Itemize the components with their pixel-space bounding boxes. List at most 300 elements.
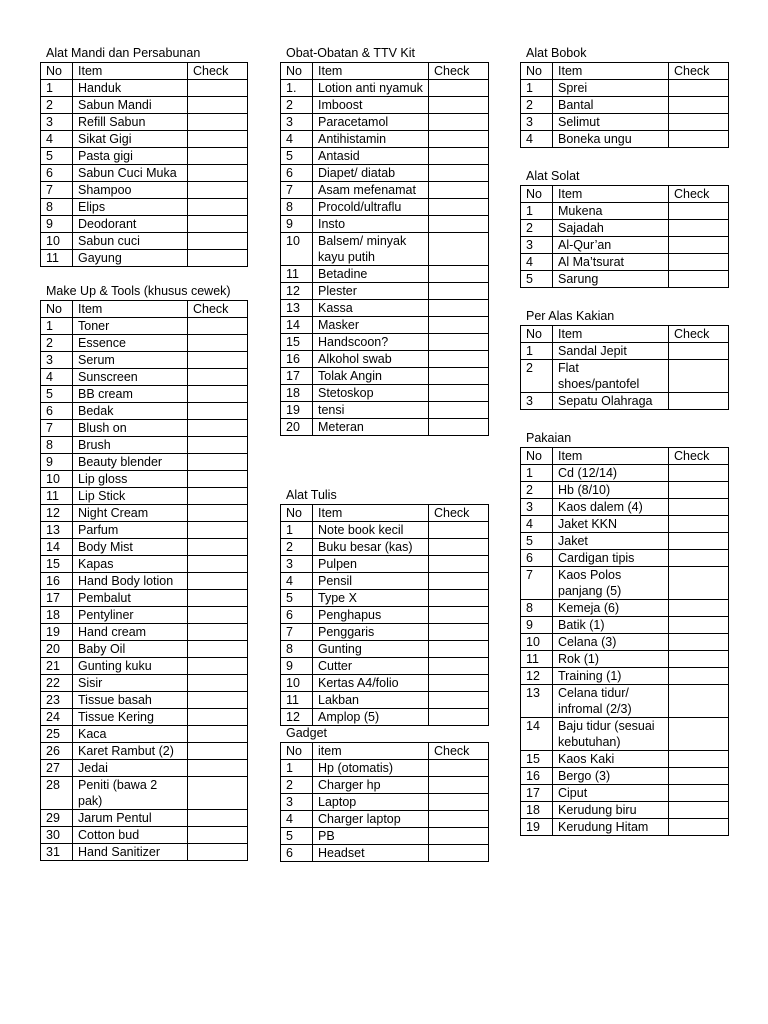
table-row [41, 590, 248, 607]
check-cell[interactable] [669, 634, 729, 651]
table-row [521, 360, 729, 393]
check-cell[interactable] [429, 165, 489, 182]
check-cell[interactable] [188, 658, 248, 675]
check-cell[interactable] [188, 369, 248, 386]
check-cell[interactable] [188, 165, 248, 182]
table-row [281, 556, 489, 573]
table-row [41, 810, 248, 827]
check-cell[interactable] [429, 522, 489, 539]
table-row [521, 237, 729, 254]
row-number: 1. [281, 80, 313, 97]
check-cell[interactable] [188, 810, 248, 827]
row-number: 6 [281, 607, 313, 624]
check-cell[interactable] [188, 454, 248, 471]
check-cell[interactable] [188, 386, 248, 403]
row-item: Elips [73, 199, 188, 216]
table-header-row [281, 505, 489, 522]
check-cell[interactable] [669, 393, 729, 410]
row-number: 1 [521, 80, 553, 97]
row-number: 9 [41, 216, 73, 233]
check-cell[interactable] [429, 692, 489, 709]
table-row [281, 402, 489, 419]
header-check: Check [429, 63, 489, 80]
check-cell[interactable] [429, 385, 489, 402]
row-item: Imboost [313, 97, 429, 114]
check-cell[interactable] [188, 471, 248, 488]
check-cell[interactable] [669, 254, 729, 271]
section-gadget [280, 724, 489, 862]
row-item: Kassa [313, 300, 429, 317]
row-item: Buku besar (kas) [313, 539, 429, 556]
row-number: 5 [521, 271, 553, 288]
check-cell[interactable] [188, 97, 248, 114]
check-cell[interactable] [188, 505, 248, 522]
row-item: Flat shoes/pantofel [553, 360, 669, 393]
header-check: Check [429, 743, 489, 760]
header-item: Item [313, 63, 429, 80]
check-cell[interactable] [188, 216, 248, 233]
checklist-table [520, 447, 729, 836]
check-cell[interactable] [188, 539, 248, 556]
check-cell[interactable] [429, 556, 489, 573]
check-cell[interactable] [669, 343, 729, 360]
row-number: 30 [41, 827, 73, 844]
row-item: Bantal [553, 97, 669, 114]
table-row [281, 182, 489, 199]
row-number: 24 [41, 709, 73, 726]
row-number: 11 [281, 266, 313, 283]
row-number: 12 [41, 505, 73, 522]
check-cell[interactable] [429, 114, 489, 131]
row-item: Charger hp [313, 777, 429, 794]
check-cell[interactable] [669, 465, 729, 482]
table-row [41, 726, 248, 743]
table-row [281, 590, 489, 607]
row-item: Kerudung Hitam [553, 819, 669, 836]
row-item: Laptop [313, 794, 429, 811]
header-no: No [41, 63, 73, 80]
row-number: 2 [521, 482, 553, 499]
section-title: Alat Solat [526, 169, 580, 183]
header-check: Check [429, 505, 489, 522]
check-cell[interactable] [429, 641, 489, 658]
check-cell[interactable] [429, 419, 489, 436]
row-item: Jedai [73, 760, 188, 777]
check-cell[interactable] [669, 550, 729, 567]
check-cell[interactable] [429, 131, 489, 148]
table-row [41, 624, 248, 641]
row-item: Karet Rambut (2) [73, 743, 188, 760]
check-cell[interactable] [188, 114, 248, 131]
check-cell[interactable] [669, 668, 729, 685]
row-item: Hp (otomatis) [313, 760, 429, 777]
table-row [281, 777, 489, 794]
row-item: Shampoo [73, 182, 188, 199]
check-cell[interactable] [188, 709, 248, 726]
header-check: Check [188, 301, 248, 318]
check-cell[interactable] [188, 80, 248, 97]
check-cell[interactable] [429, 539, 489, 556]
check-cell[interactable] [429, 590, 489, 607]
row-number: 10 [521, 634, 553, 651]
row-item: Plester [313, 283, 429, 300]
check-cell[interactable] [188, 743, 248, 760]
check-cell[interactable] [669, 685, 729, 718]
row-number: 4 [521, 131, 553, 148]
check-cell[interactable] [429, 845, 489, 862]
header-no: No [521, 63, 553, 80]
check-cell[interactable] [669, 819, 729, 836]
check-cell[interactable] [669, 718, 729, 751]
row-number: 6 [521, 550, 553, 567]
check-cell[interactable] [188, 250, 248, 267]
row-item: Sandal Jepit [553, 343, 669, 360]
row-item: Cd (12/14) [553, 465, 669, 482]
row-number: 9 [521, 617, 553, 634]
check-cell[interactable] [188, 352, 248, 369]
check-cell[interactable] [429, 794, 489, 811]
check-cell[interactable] [429, 233, 489, 266]
check-cell[interactable] [429, 351, 489, 368]
table-row [41, 216, 248, 233]
header-no: No [41, 301, 73, 318]
check-cell[interactable] [669, 80, 729, 97]
row-item: Pembalut [73, 590, 188, 607]
check-cell[interactable] [429, 266, 489, 283]
check-cell[interactable] [669, 567, 729, 600]
row-number: 9 [41, 454, 73, 471]
row-number: 14 [41, 539, 73, 556]
section-title: Make Up & Tools (khusus cewek) [46, 284, 231, 298]
row-number: 16 [521, 768, 553, 785]
check-cell[interactable] [188, 131, 248, 148]
check-cell[interactable] [188, 148, 248, 165]
check-cell[interactable] [429, 148, 489, 165]
row-item: Essence [73, 335, 188, 352]
row-item: Cardigan tipis [553, 550, 669, 567]
row-number: 27 [41, 760, 73, 777]
row-item: Kemeja (6) [553, 600, 669, 617]
check-cell[interactable] [669, 600, 729, 617]
row-item: Gayung [73, 250, 188, 267]
table-row [281, 607, 489, 624]
check-cell[interactable] [188, 777, 248, 810]
table-row [41, 743, 248, 760]
table-row [521, 80, 729, 97]
row-item: Balsem/ minyak kayu putih [313, 233, 429, 266]
check-cell[interactable] [188, 624, 248, 641]
row-number: 1 [521, 343, 553, 360]
row-number: 5 [281, 590, 313, 607]
table-row [281, 760, 489, 777]
check-cell[interactable] [429, 80, 489, 97]
check-cell[interactable] [188, 607, 248, 624]
row-number: 6 [41, 165, 73, 182]
table-row [41, 454, 248, 471]
check-cell[interactable] [188, 318, 248, 335]
section-alat-mandi [40, 44, 248, 282]
check-cell[interactable] [188, 590, 248, 607]
row-item: Night Cream [73, 505, 188, 522]
check-cell[interactable] [669, 271, 729, 288]
row-number: 3 [521, 237, 553, 254]
table-row [41, 760, 248, 777]
row-item: Pensil [313, 573, 429, 590]
table-row [521, 819, 729, 836]
check-cell[interactable] [429, 216, 489, 233]
table-header-row [521, 326, 729, 343]
row-item: Sisir [73, 675, 188, 692]
row-item: Pasta gigi [73, 148, 188, 165]
row-number: 26 [41, 743, 73, 760]
table-row [281, 199, 489, 216]
table-row [521, 617, 729, 634]
row-item: Hand cream [73, 624, 188, 641]
table-row [281, 385, 489, 402]
row-number: 1 [281, 522, 313, 539]
check-cell[interactable] [188, 556, 248, 573]
row-item: Sabun cuci [73, 233, 188, 250]
checklist-table [40, 300, 248, 861]
section-title: Obat-Obatan & TTV Kit [286, 46, 415, 60]
row-number: 7 [281, 182, 313, 199]
check-cell[interactable] [429, 334, 489, 351]
check-cell[interactable] [188, 692, 248, 709]
row-number: 14 [281, 317, 313, 334]
row-number: 14 [521, 718, 553, 751]
check-cell[interactable] [188, 199, 248, 216]
row-item: Hand Sanitizer [73, 844, 188, 861]
table-row [41, 607, 248, 624]
header-check: Check [669, 448, 729, 465]
row-item: Lakban [313, 692, 429, 709]
header-item: Item [553, 326, 669, 343]
row-number: 15 [521, 751, 553, 768]
check-cell[interactable] [669, 220, 729, 237]
header-check: Check [669, 186, 729, 203]
check-cell[interactable] [429, 760, 489, 777]
check-cell[interactable] [669, 203, 729, 220]
section-alat-solat [520, 167, 729, 307]
check-cell[interactable] [188, 182, 248, 199]
row-item: Lotion anti nyamuk [313, 80, 429, 97]
check-cell[interactable] [669, 499, 729, 516]
check-cell[interactable] [429, 675, 489, 692]
table-row [41, 182, 248, 199]
row-number: 1 [41, 318, 73, 335]
row-item: Boneka ungu [553, 131, 669, 148]
table-row [281, 419, 489, 436]
check-cell[interactable] [669, 751, 729, 768]
table-row [41, 114, 248, 131]
table-row [281, 828, 489, 845]
check-cell[interactable] [429, 709, 489, 726]
row-number: 11 [521, 651, 553, 668]
row-item: tensi [313, 402, 429, 419]
column-middle [280, 44, 489, 862]
check-cell[interactable] [429, 811, 489, 828]
row-item: Sprei [553, 80, 669, 97]
check-cell[interactable] [429, 624, 489, 641]
row-item: Sepatu Olahraga [553, 393, 669, 410]
column-right [520, 44, 729, 836]
table-row [41, 641, 248, 658]
table-header-row [281, 63, 489, 80]
check-cell[interactable] [188, 760, 248, 777]
row-number: 3 [521, 499, 553, 516]
check-cell[interactable] [188, 726, 248, 743]
check-cell[interactable] [669, 482, 729, 499]
header-item: Item [313, 505, 429, 522]
row-item: Type X [313, 590, 429, 607]
table-row [41, 233, 248, 250]
section-title: Per Alas Kakian [526, 309, 615, 323]
check-cell[interactable] [429, 658, 489, 675]
row-number: 20 [41, 641, 73, 658]
table-row [281, 675, 489, 692]
check-cell[interactable] [429, 573, 489, 590]
check-cell[interactable] [188, 488, 248, 505]
section-title: Pakaian [526, 431, 572, 445]
check-cell[interactable] [188, 420, 248, 437]
row-item: Blush on [73, 420, 188, 437]
table-row [41, 131, 248, 148]
table-row [281, 300, 489, 317]
row-number: 17 [281, 368, 313, 385]
check-cell[interactable] [669, 533, 729, 550]
table-row [521, 393, 729, 410]
table-row [281, 573, 489, 590]
row-item: Body Mist [73, 539, 188, 556]
check-cell[interactable] [188, 827, 248, 844]
row-number: 11 [281, 692, 313, 709]
table-row [521, 600, 729, 617]
table-row [281, 80, 489, 97]
check-cell[interactable] [429, 300, 489, 317]
table-row [521, 533, 729, 550]
check-cell[interactable] [188, 335, 248, 352]
check-cell[interactable] [188, 403, 248, 420]
row-number: 1 [41, 80, 73, 97]
check-cell[interactable] [669, 131, 729, 148]
check-cell[interactable] [429, 828, 489, 845]
row-item: Insto [313, 216, 429, 233]
row-number: 3 [281, 114, 313, 131]
row-item: Kapas [73, 556, 188, 573]
row-number: 29 [41, 810, 73, 827]
row-number: 8 [281, 641, 313, 658]
check-cell[interactable] [429, 317, 489, 334]
table-row [521, 482, 729, 499]
table-row [281, 709, 489, 726]
table-row [41, 675, 248, 692]
row-number: 12 [521, 668, 553, 685]
check-cell[interactable] [429, 777, 489, 794]
check-cell[interactable] [429, 182, 489, 199]
row-number: 23 [41, 692, 73, 709]
check-cell[interactable] [429, 607, 489, 624]
row-number: 4 [521, 516, 553, 533]
column-left [40, 44, 248, 861]
check-cell[interactable] [429, 97, 489, 114]
row-number: 19 [41, 624, 73, 641]
check-cell[interactable] [669, 768, 729, 785]
section-title: Alat Mandi dan Persabunan [46, 46, 201, 60]
check-cell[interactable] [188, 233, 248, 250]
row-number: 4 [521, 254, 553, 271]
check-cell[interactable] [669, 237, 729, 254]
row-item: Cotton bud [73, 827, 188, 844]
row-item: Ciput [553, 785, 669, 802]
table-row [41, 505, 248, 522]
table-row [41, 777, 248, 810]
row-item: Penghapus [313, 607, 429, 624]
table-row [521, 465, 729, 482]
row-number: 2 [41, 335, 73, 352]
row-number: 12 [281, 709, 313, 726]
table-row [281, 283, 489, 300]
table-row [281, 845, 489, 862]
table-row [41, 420, 248, 437]
row-item: Kaca [73, 726, 188, 743]
check-cell[interactable] [669, 651, 729, 668]
row-number: 2 [521, 220, 553, 237]
table-row [521, 271, 729, 288]
check-cell[interactable] [669, 785, 729, 802]
check-cell[interactable] [188, 573, 248, 590]
row-number: 10 [41, 233, 73, 250]
check-cell[interactable] [188, 522, 248, 539]
check-cell[interactable] [188, 844, 248, 861]
row-item: Tissue Kering [73, 709, 188, 726]
section-alas-kakian [520, 307, 729, 429]
row-number: 11 [41, 250, 73, 267]
row-item: Betadine [313, 266, 429, 283]
check-cell[interactable] [669, 617, 729, 634]
table-row [41, 318, 248, 335]
check-cell[interactable] [669, 516, 729, 533]
row-number: 5 [41, 148, 73, 165]
table-row [281, 266, 489, 283]
table-row [521, 768, 729, 785]
check-cell[interactable] [188, 437, 248, 454]
check-cell[interactable] [188, 675, 248, 692]
check-cell[interactable] [669, 97, 729, 114]
row-item: Hand Body lotion [73, 573, 188, 590]
check-cell[interactable] [669, 114, 729, 131]
row-item: Meteran [313, 419, 429, 436]
check-cell[interactable] [669, 360, 729, 393]
row-item: Training (1) [553, 668, 669, 685]
header-check: Check [669, 63, 729, 80]
section-make-up [40, 282, 248, 861]
row-number: 25 [41, 726, 73, 743]
table-row [41, 369, 248, 386]
row-item: Antihistamin [313, 131, 429, 148]
check-cell[interactable] [188, 641, 248, 658]
check-cell[interactable] [429, 199, 489, 216]
row-item: Masker [313, 317, 429, 334]
check-cell[interactable] [429, 283, 489, 300]
row-item: Asam mefenamat [313, 182, 429, 199]
table-header-row [41, 301, 248, 318]
header-no: No [281, 743, 313, 760]
row-number: 5 [521, 533, 553, 550]
check-cell[interactable] [429, 402, 489, 419]
check-cell[interactable] [669, 802, 729, 819]
row-item: Peniti (bawa 2 pak) [73, 777, 188, 810]
check-cell[interactable] [429, 368, 489, 385]
